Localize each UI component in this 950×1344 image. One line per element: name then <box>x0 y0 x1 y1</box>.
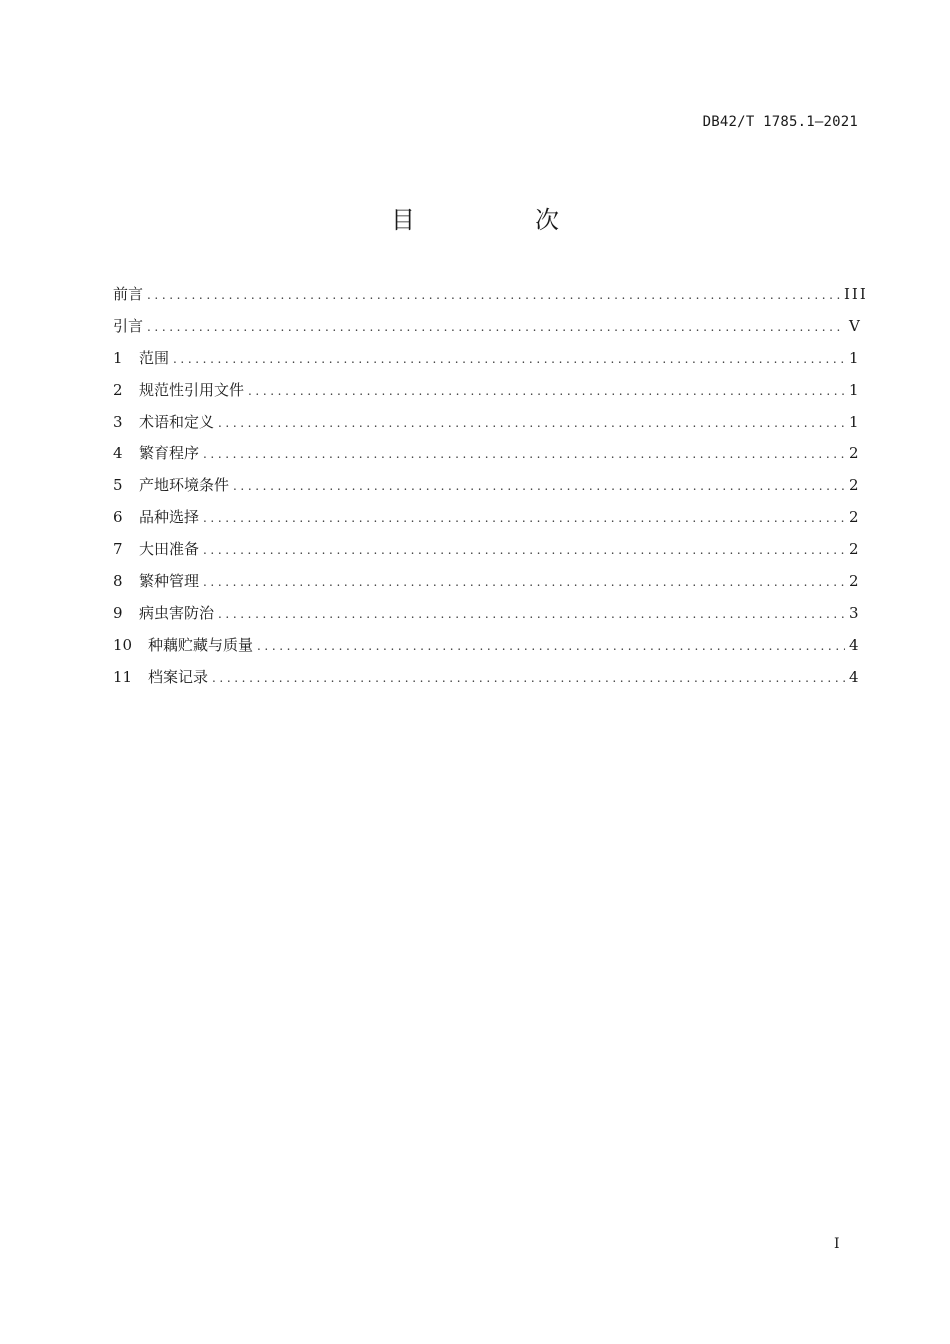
toc-entry-page: 4 <box>849 667 861 686</box>
toc-entry-number: 4 <box>113 444 123 463</box>
page-title: 目 次 <box>391 206 607 234</box>
toc-dot-leader <box>203 543 845 557</box>
toc-entry-4[interactable] <box>113 442 859 474</box>
toc-dot-leader <box>147 288 840 302</box>
toc-dot-leader <box>147 320 845 334</box>
toc-entry-3[interactable] <box>113 411 859 443</box>
toc-entry-page: 1 <box>849 348 861 367</box>
standard-code: DB42/T 1785.1—2021 <box>702 114 858 130</box>
toc-entry-number: 11 <box>113 667 133 686</box>
toc-entry-9[interactable] <box>113 602 859 634</box>
toc-entry-introduction[interactable] <box>113 315 862 347</box>
toc-entry-2[interactable] <box>113 379 859 411</box>
toc-entry-page: 3 <box>849 603 861 622</box>
toc-entry-page: 2 <box>849 444 861 463</box>
toc-entry-page: 1 <box>849 380 861 399</box>
toc-entry-number: 7 <box>113 540 123 559</box>
toc-entry-title: 档案记录 <box>148 667 209 686</box>
toc-entry-page: III <box>843 285 868 303</box>
toc-entry-page: V <box>849 316 862 335</box>
toc-dot-leader <box>203 575 845 589</box>
toc-entry-number: 8 <box>113 572 123 591</box>
toc-entry-page: 2 <box>849 508 861 527</box>
toc-entry-title: 繁育程序 <box>139 444 200 463</box>
toc-dot-leader <box>257 639 845 653</box>
toc-entry-title: 品种选择 <box>139 508 200 527</box>
toc-entry-6[interactable] <box>113 506 859 538</box>
toc-entry-title: 繁种管理 <box>139 572 200 591</box>
toc-entry-number: 9 <box>113 603 123 622</box>
toc-entry-number: 5 <box>113 476 123 495</box>
toc-entry-title: 产地环境条件 <box>139 476 230 495</box>
toc-entry-number: 3 <box>113 412 123 431</box>
toc-entry-page: 1 <box>849 412 861 431</box>
toc-dot-leader <box>173 352 845 366</box>
toc-entry-title: 范围 <box>139 348 170 367</box>
toc-entry-7[interactable] <box>113 538 859 570</box>
toc-entry-title: 大田准备 <box>139 540 200 559</box>
toc-dot-leader <box>218 416 845 430</box>
toc-entry-page: 4 <box>849 635 861 654</box>
toc-entry-11[interactable] <box>113 666 859 698</box>
toc-entry-page: 2 <box>849 540 861 559</box>
toc-entry-title: 规范性引用文件 <box>139 380 245 399</box>
toc-entry-title: 术语和定义 <box>139 412 215 431</box>
toc-entry-1[interactable] <box>113 347 859 379</box>
toc-dot-leader <box>203 511 845 525</box>
toc-dot-leader <box>203 447 845 461</box>
toc-dot-leader <box>212 671 845 685</box>
toc-entry-number: 6 <box>113 508 123 527</box>
toc-entry-number: 10 <box>113 635 133 654</box>
toc-entry-number: 2 <box>113 380 123 399</box>
toc-entry-5[interactable] <box>113 474 859 506</box>
toc-dot-leader <box>218 607 845 621</box>
toc-entry-8[interactable] <box>113 570 859 602</box>
toc-entry-10[interactable] <box>113 634 859 666</box>
page-number: I <box>834 1236 840 1252</box>
toc-entry-title: 种藕贮藏与质量 <box>148 635 254 654</box>
toc-entry-title: 引言 <box>113 316 144 335</box>
toc-entry-title: 前言 <box>113 285 144 303</box>
toc-entry-number: 1 <box>113 348 123 367</box>
toc-dot-leader <box>248 384 845 398</box>
table-of-contents <box>113 283 868 698</box>
toc-entry-foreword[interactable] <box>113 283 868 315</box>
toc-entry-page: 2 <box>849 572 861 591</box>
toc-entry-page: 2 <box>849 476 861 495</box>
toc-entry-title: 病虫害防治 <box>139 603 215 622</box>
toc-dot-leader <box>233 479 845 493</box>
